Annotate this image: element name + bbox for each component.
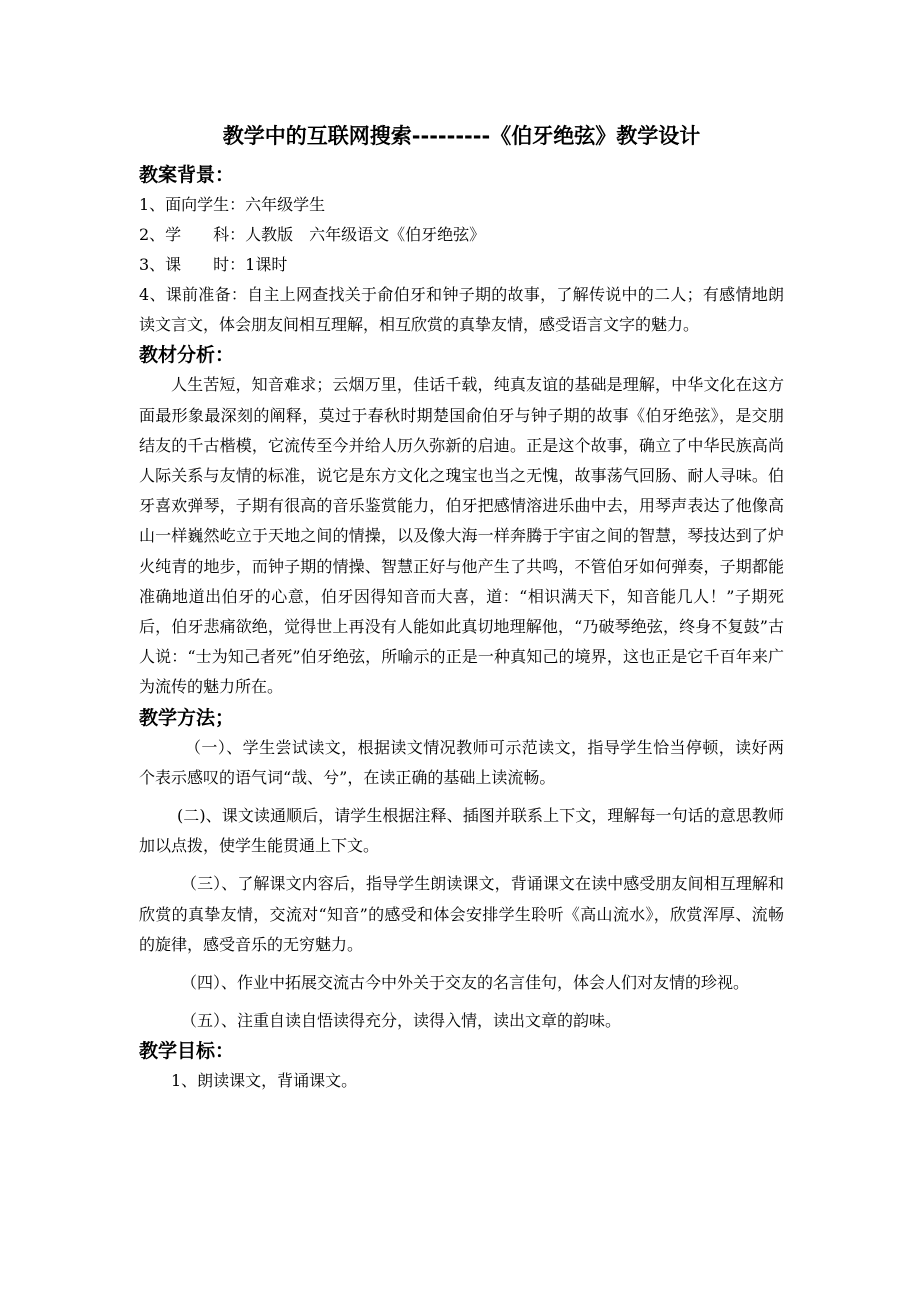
document-title: 教学中的互联网搜索---------《伯牙绝弦》教学设计 — [222, 124, 701, 148]
method-item-4: （四）、作业中拓展交流古今中外关于交友的名言佳句，体会人们对友情的珍视。 — [181, 973, 750, 993]
method-item-2: (二)、课文读通顺后，请学生根据注释、插图并联系上下文，理解每一句话的意思教师加以点拨，使学生能贯通上下文。 — [139, 806, 784, 856]
section-heading-analysis: 教材分析： — [139, 344, 235, 367]
document-page — [139, 118, 784, 1097]
background-item-preparation: 4、课前准备：自主上网查找关于俞伯牙和钟子期的故事，了解传说中的二人；有感情地朗读文言文，体会朋友间相互理解，相互欣赏的真挚友情，感受语言文字的魅力。 — [139, 285, 784, 335]
method-item-3: （三）、了解课文内容后，指导学生朗读课文，背诵课文在读中感受朋友间相互理解和欣赏的真挚友情，交流对“知音”的感受和体会安排学生聆听《高山流水》，欣赏浑厚、流畅的旋律，感受音乐的无穷魅力。 — [139, 874, 784, 954]
background-item-audience: 1、面向学生：六年级学生 — [139, 195, 326, 214]
background-item-subject: 2、学 科：人教版 六年级语文《伯牙绝弦》 — [139, 225, 486, 244]
background-item-duration: 3、课 时：1课时 — [139, 255, 288, 274]
method-item-1: （一）、学生尝试读文，根据读文情况教师可示范读文，指导学生恰当停顿，读好两个表示感叹的语气词“哉、兮”，在读正确的基础上读流畅。 — [139, 737, 784, 787]
analysis-paragraph: 人生苦短，知音难求；云烟万里，佳话千载，纯真友谊的基础是理解，中华文化在这方面最形象最深刻的阐释，莫过于春秋时期楚国俞伯牙与钟子期的故事《伯牙绝弦》，是交朋结友的千古楷模，它流传至今并给人历久弥新的启迪。正是这个故事，确立了中华民族高尚人际关系与友情的标准，说它是东方文化之瑰宝也当之无愧，故事荡气回肠、耐人寻味。伯牙喜欢弹琴，子期有很高的音乐鉴赏能力，伯牙把感情溶进乐曲中去，用琴声表达了他像高山一样巍然屹立于天地之间的情操，以及像大海一样奔腾于宇宙之间的智慧，琴技达到了炉火纯青的地步，而钟子期的情操、智慧正好与他产生了共鸣，不管伯牙如何弹奏，子期都能准确地道出伯牙的心意，伯牙因得知音而大喜，道：“相识满天下，知音能几人！”子期死后，伯牙悲痛欲绝，觉得世上再没有人能如此真切地理解他，“乃破琴绝弦，终身不复鼓”古人说：“士为知己者死”伯牙绝弦，所喻示的正是一种真知己的境界，这也正是它千百年来广为流传的魅力所在。 — [139, 375, 784, 697]
section-heading-goals: 教学目标： — [139, 1040, 235, 1063]
section-heading-background: 教案背景： — [139, 164, 235, 186]
method-item-5: （五）、注重自读自悟读得充分，读得入情，读出文章的韵味。 — [181, 1011, 622, 1031]
goal-item-1: 1、朗读课文，背诵课文。 — [171, 1071, 358, 1091]
section-heading-methods: 教学方法； — [139, 706, 235, 729]
